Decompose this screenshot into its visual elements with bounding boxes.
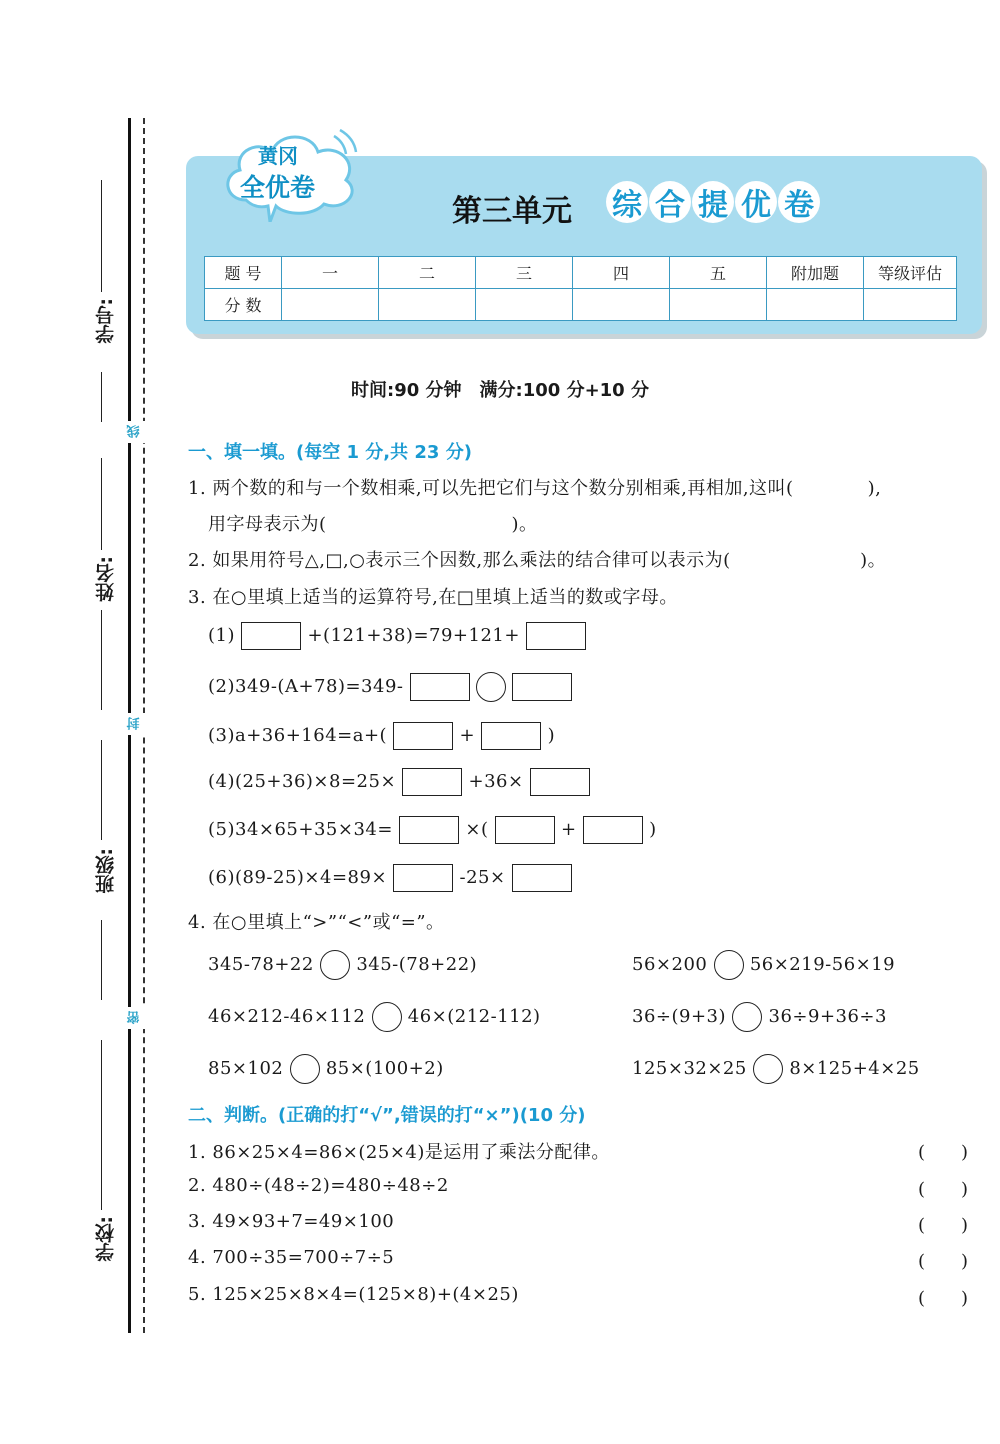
q3-item5: (5)34×65+35×34= ×( + ) (208, 816, 657, 844)
score-header-cell: 附加题 (767, 257, 864, 289)
compare-circle[interactable] (714, 950, 744, 980)
title-badge (606, 181, 820, 223)
q3-item6: (6)(89-25)×4=89× -25× (208, 864, 572, 892)
compare-item: 345-78+22 345-(78+22) (208, 950, 477, 980)
answer-circle[interactable] (476, 672, 506, 702)
badge-char: 卷 (778, 181, 820, 223)
badge-char: 合 (649, 181, 691, 223)
class-label: 班级: (95, 848, 117, 894)
answer-box[interactable] (241, 622, 301, 650)
score-cell[interactable] (767, 289, 864, 321)
judge-answer-paren[interactable]: ( ) (918, 1142, 969, 1163)
score-header-cell: 三 (476, 257, 573, 289)
section2-title: 二、判断。(正确的打“√”,错误的打“×”)(10 分) (188, 1105, 586, 1126)
page-title: 第三单元 (452, 194, 572, 229)
logo-text-quanyoujuan: 全优卷 (240, 173, 316, 202)
answer-box[interactable] (410, 673, 470, 701)
school-blank[interactable] (101, 1040, 102, 1210)
seal-mark-feng: 封 (124, 713, 146, 735)
answer-box[interactable] (393, 722, 453, 750)
compare-circle[interactable] (372, 1002, 402, 1032)
compare-item: 85×102 85×(100+2) (208, 1054, 444, 1084)
score-header-cell: 题 号 (205, 257, 282, 289)
answer-box[interactable] (495, 816, 555, 844)
name-blank[interactable] (101, 458, 102, 550)
student-id-blank[interactable] (101, 180, 102, 292)
score-header-cell: 等级评估 (864, 257, 957, 289)
answer-box[interactable] (399, 816, 459, 844)
answer-box[interactable] (512, 864, 572, 892)
q1-line2: 用字母表示为( )。 (208, 514, 538, 535)
q3-item2: (2)349-(A+78)=349- (208, 672, 572, 702)
exam-meta: 时间:90 分钟 满分:100 分+10 分 (351, 380, 649, 401)
score-cell[interactable] (282, 289, 379, 321)
q2-text: 2. 如果用符号△,□,○表示三个因数,那么乘法的结合律可以表示为( )。 (188, 550, 887, 571)
score-cell[interactable] (573, 289, 670, 321)
compare-circle[interactable] (732, 1002, 762, 1032)
judge-item: 1. 86×25×4=86×(25×4)是运用了乘法分配律。 (188, 1142, 610, 1163)
judge-answer-paren[interactable]: ( ) (918, 1288, 969, 1309)
score-cell[interactable] (379, 289, 476, 321)
q3-item1: (1) +(121+38)=79+121+ (208, 622, 586, 650)
class-blank-lower (101, 920, 102, 1000)
section1-title: 一、填一填。(每空 1 分,共 23 分) (188, 442, 472, 463)
answer-box[interactable] (393, 864, 453, 892)
answer-box[interactable] (526, 622, 586, 650)
answer-box[interactable] (481, 722, 541, 750)
judge-answer-paren[interactable]: ( ) (918, 1179, 969, 1200)
answer-box[interactable] (583, 816, 643, 844)
score-header-cell: 五 (670, 257, 767, 289)
compare-item: 56×200 56×219-56×19 (632, 950, 895, 980)
score-header-cell: 一 (282, 257, 379, 289)
score-row-label: 分 数 (205, 289, 282, 321)
answer-box[interactable] (530, 768, 590, 796)
badge-char: 提 (692, 181, 734, 223)
score-table (204, 256, 957, 321)
score-cell[interactable] (476, 289, 573, 321)
school-label: 学校: (95, 1216, 117, 1262)
compare-item: 36÷(9+3) 36÷9+36÷3 (632, 1002, 887, 1032)
score-cell[interactable] (864, 289, 957, 321)
compare-item: 46×212-46×112 46×(212-112) (208, 1002, 541, 1032)
answer-box[interactable] (512, 673, 572, 701)
q3-item4: (4)(25+36)×8=25× +36× (208, 768, 590, 796)
compare-circle[interactable] (320, 950, 350, 980)
name-blank-lower (101, 610, 102, 710)
logo-text-huanggang: 黄冈 (258, 144, 298, 168)
compare-circle[interactable] (290, 1054, 320, 1084)
judge-item: 3. 49×93+7=49×100 (188, 1211, 395, 1232)
compare-circle[interactable] (753, 1054, 783, 1084)
student-id-label: 学号: (95, 298, 117, 344)
judge-item: 2. 480÷(48÷2)=480÷48÷2 (188, 1175, 449, 1196)
name-label: 姓名: (95, 556, 117, 602)
badge-char: 综 (606, 181, 648, 223)
q3-item3: (3)a+36+164=a+( + ) (208, 722, 555, 750)
q1-line1: 1. 两个数的和与一个数相乘,可以先把它们与这个数分别相乘,再相加,这叫( ), (188, 478, 882, 499)
judge-answer-paren[interactable]: ( ) (918, 1251, 969, 1272)
class-blank[interactable] (101, 740, 102, 840)
badge-char: 优 (735, 181, 777, 223)
seal-mark-mi: 密 (124, 1007, 146, 1029)
answer-box[interactable] (402, 768, 462, 796)
q3-text: 3. 在○里填上适当的运算符号,在□里填上适当的数或字母。 (188, 587, 678, 608)
q4-text: 4. 在○里填上“>”“<”或“=”。 (188, 912, 445, 933)
seal-mark-xian: 线 (124, 421, 146, 443)
score-cell[interactable] (670, 289, 767, 321)
compare-item: 125×32×25 8×125+4×25 (632, 1054, 920, 1084)
score-header-cell: 二 (379, 257, 476, 289)
judge-item: 5. 125×25×8×4=(125×8)+(4×25) (188, 1284, 519, 1305)
judge-answer-paren[interactable]: ( ) (918, 1215, 969, 1236)
judge-item: 4. 700÷35=700÷7÷5 (188, 1247, 395, 1268)
score-header-cell: 四 (573, 257, 670, 289)
